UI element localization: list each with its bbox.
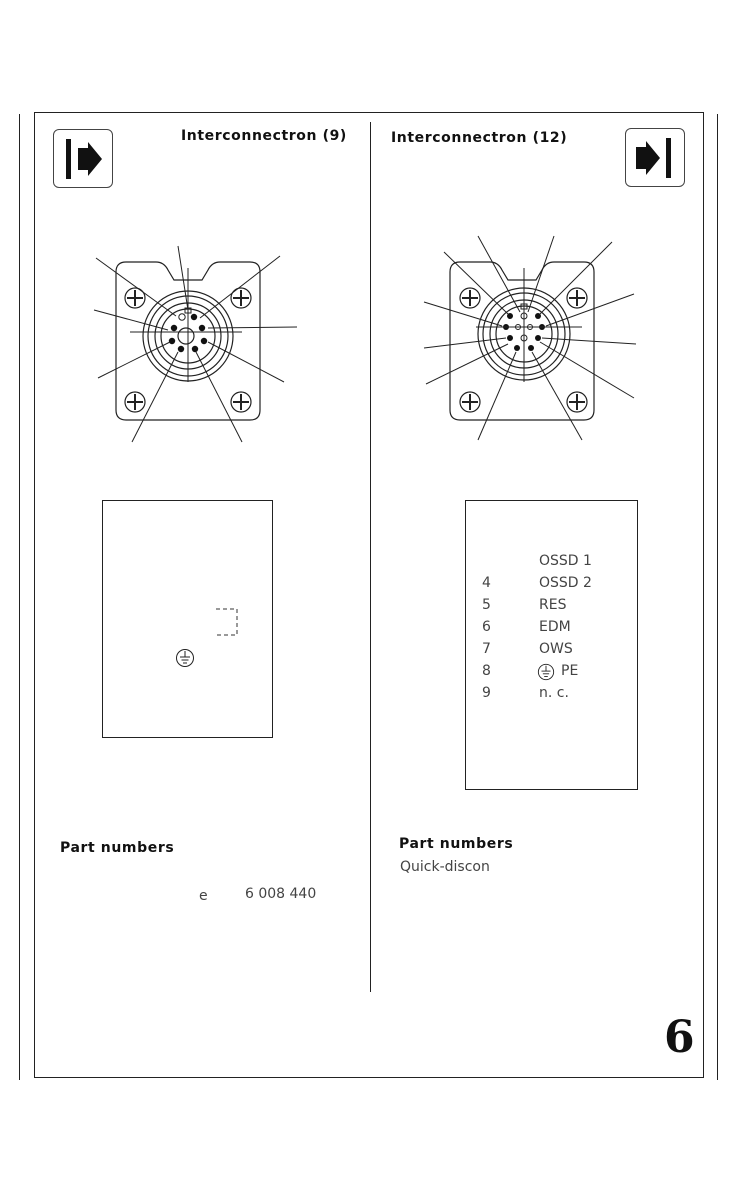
receiver-arrow-icon: [625, 128, 685, 187]
right-part-desc: Quick-discon: [400, 859, 490, 875]
ground-icon: [175, 648, 195, 668]
pin-signal: OWS: [539, 641, 573, 657]
pin-number: 5: [482, 597, 491, 613]
pin-row: [482, 553, 632, 573]
pin-signal: EDM: [539, 619, 571, 635]
right-part-numbers-title: Part numbers: [399, 836, 514, 852]
crop-mark-right: [717, 114, 718, 1080]
left-part-numbers-title: Part numbers: [60, 840, 175, 856]
shield-bracket: [215, 607, 241, 637]
ground-icon: [537, 663, 555, 681]
left-pin-table: [102, 500, 273, 738]
chapter-number: 6: [664, 1012, 695, 1063]
pin-row: [482, 685, 632, 705]
left-title: Interconnectron (9): [181, 128, 347, 144]
column-divider: [370, 122, 371, 992]
pin-number: 9: [482, 685, 491, 701]
right-title: Interconnectron (12): [391, 130, 568, 146]
pin-signal: OSSD 2: [539, 575, 592, 591]
connector-9-pin-diagram: [90, 240, 305, 445]
pin-signal: PE: [561, 663, 579, 679]
right-pin-table: [465, 500, 638, 790]
pin-signal: n. c.: [539, 685, 569, 701]
pin-signal: RES: [539, 597, 567, 613]
left-part-letter: e: [199, 888, 208, 904]
pin-number: 8: [482, 663, 491, 679]
pin-number: 4: [482, 575, 491, 591]
crop-mark-left: [19, 114, 20, 1080]
pin-row: [482, 619, 632, 639]
pin-row: [482, 663, 632, 683]
pin-row: [482, 641, 632, 661]
connector-12-pin-diagram: [420, 232, 640, 444]
pin-number: 7: [482, 641, 491, 657]
pin-signal: OSSD 1: [539, 553, 592, 569]
pin-number: 6: [482, 619, 491, 635]
pin-row: [482, 597, 632, 617]
left-part-number: 6 008 440: [245, 886, 317, 902]
sender-arrow-icon: [53, 129, 113, 188]
pin-row: [482, 575, 632, 595]
